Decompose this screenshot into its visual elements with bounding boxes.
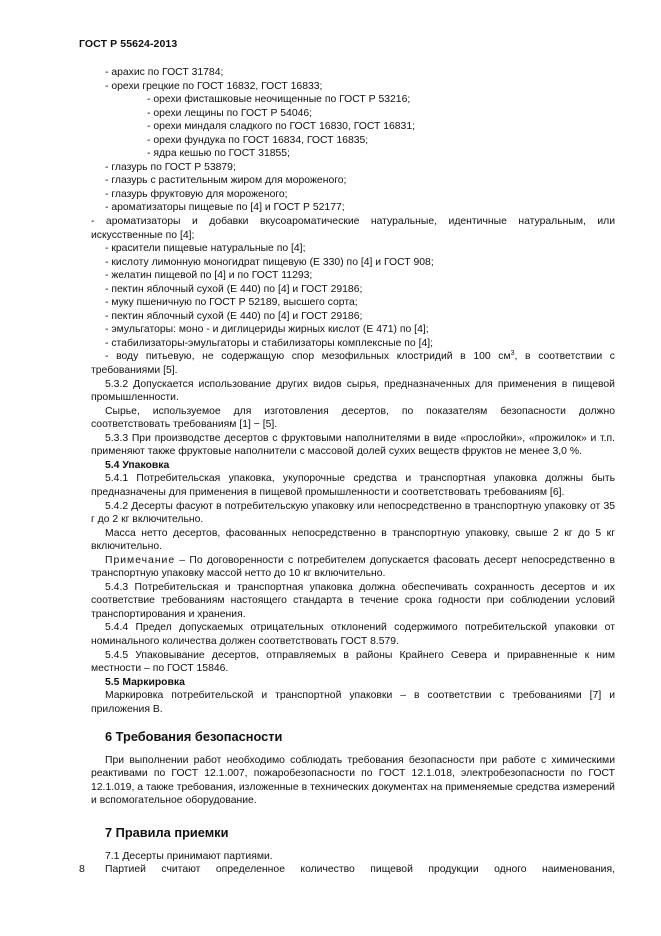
- list-item: - орехи грецкие по ГОСТ 16832, ГОСТ 16833;: [105, 80, 323, 92]
- paragraph: 5.3.3 При производстве десертов с фруктовыми наполнителями в виде «прослойки», «прожилок» и т.п. применяют также фруктовые наполнители с массовой долей сухих веществ фруктов не менее 3,0 %.: [91, 432, 615, 458]
- page-body: [91, 66, 615, 877]
- paragraph: 7.1 Десерты принимают партиями.: [105, 850, 273, 862]
- list-item: - стабилизаторы-эмульгаторы и стабилизаторы комплексные по [4];: [105, 337, 434, 349]
- paragraph: Масса нетто десертов, фасованных непосредственно в транспортную упаковку, свыше 2 кг до 5 кг включительно.: [91, 527, 615, 553]
- list-item: - желатин пищевой по [4] и по ГОСТ 11293;: [105, 270, 313, 282]
- page-number: 8: [79, 863, 85, 875]
- water-text: - воду питьевую, не содержащую спор мезофильных клостридий в 100 см: [105, 351, 511, 363]
- paragraph: Партией считают определенное количество пищевой продукции одного наименования,: [105, 864, 615, 876]
- paragraph: 5.4.3 Потребительская и транспортная упаковка должна обеспечивать сохранность десертов и их соответствие требованиям настоящего стандарта в течение срока годности при соблюдении условий транспортирования и хранения.: [91, 581, 615, 620]
- water-text-end: , в соответствии с требованиями [5].: [91, 351, 615, 377]
- list-item: - арахис по ГОСТ 31784;: [105, 67, 224, 78]
- subsection-title: 5.4 Упаковка: [105, 459, 170, 471]
- list-item: - глазурь с растительным жиром для мороженого;: [105, 175, 347, 187]
- list-item: - орехи миндаля сладкого по ГОСТ 16830, ГОСТ 16831;: [147, 121, 415, 133]
- list-item: - орехи фундука по ГОСТ 16834, ГОСТ 16835;: [147, 134, 369, 146]
- note-label: Примечание: [105, 554, 176, 566]
- superscript: 3: [510, 350, 515, 358]
- list-item: - пектин яблочный сухой (Е 440) по [4] и ГОСТ 29186;: [105, 283, 363, 295]
- document-header: ГОСТ Р 55624-2013: [79, 38, 178, 50]
- list-item: - ядра кешью по ГОСТ 31855;: [147, 148, 290, 160]
- subsection-title: 5.5 Маркировка: [105, 676, 185, 688]
- list-item-water: [91, 350, 615, 377]
- list-item: - глазурь фруктовую для мороженого;: [105, 188, 288, 200]
- note: [91, 554, 615, 581]
- paragraph: 5.4.4 Предел допускаемых отрицательных отклонений содержимого потребительской упаковки от номинального количества должен соответствовать ГОСТ 8.579.: [91, 622, 615, 647]
- list-item: - кислоту лимонную моногидрат пищевую (Е 330) по [4] и ГОСТ 908;: [105, 256, 434, 268]
- list-item: - красители пищевые натуральные по [4];: [105, 243, 306, 255]
- list-item: - глазурь по ГОСТ Р 53879;: [105, 161, 236, 173]
- paragraph: 5.3.2 Допускается использование других видов сырья, предназначенных для применения в пищевой промышленности.: [91, 378, 615, 404]
- paragraph: Маркировка потребительской и транспортной упаковки – в соответствии с требованиями [7] и приложения В.: [91, 690, 615, 715]
- paragraph: 5.4.5 Упаковывание десертов, отправляемых в районы Крайнего Севера и приравненные к ним местности – по ГОСТ 15846.: [91, 649, 615, 675]
- list-item: - ароматизаторы и добавки вкусоароматические натуральные, идентичные натуральным, или искусственные по [4];: [91, 216, 615, 241]
- list-item: - ароматизаторы пищевые по [4] и ГОСТ Р 52177;: [105, 202, 345, 214]
- paragraph: 5.4.1 Потребительская упаковка, укупорочные средства и транспортная упаковка должны быть предназначены для применения в пищевой промышленности и соответствовать требованиям [6].: [91, 473, 615, 498]
- list-item: - эмульгаторы: моно - и диглицериды жирных кислот (Е 471) по [4];: [105, 324, 429, 336]
- list-item: - муку пшеничную по ГОСТ Р 52189, высшего сорта;: [105, 297, 358, 309]
- note-text: – По договоренности с потребителем допускается фасовать десерт непосредственно в транспортную упаковку массой нетто до 10 кг включительно.: [91, 554, 615, 580]
- list-item: - орехи фисташковые неочищенные по ГОСТ Р 53216;: [147, 94, 411, 106]
- section-heading: 6 Требования безопасности: [105, 729, 283, 745]
- paragraph: Сырье, используемое для изготовления десертов, по показателям безопасности должно соответствовать требованиям [1] − [5].: [91, 405, 615, 431]
- paragraph: При выполнении работ необходимо соблюдать требования безопасности при работе с химическими реактивами по ГОСТ 12.1.007, пожаробезопасности по ГОСТ 12.1.018, электробезопасности по ГОСТ 12.1.019, а также требования, изложенные в технических документах на применяемые средства измерений и вспомогательное оборудование.: [91, 754, 615, 807]
- paragraph: 5.4.2 Десерты фасуют в потребительскую упаковку или непосредственно в транспортную упаковку от 35 г до 2 кг включительно.: [91, 500, 615, 526]
- list-item: - орехи лещины по ГОСТ Р 54046;: [147, 107, 313, 119]
- list-item: - пектин яблочный сухой (Е 440) по [4] и ГОСТ 29186;: [105, 310, 363, 322]
- section-heading: 7 Правила приемки: [105, 824, 229, 840]
